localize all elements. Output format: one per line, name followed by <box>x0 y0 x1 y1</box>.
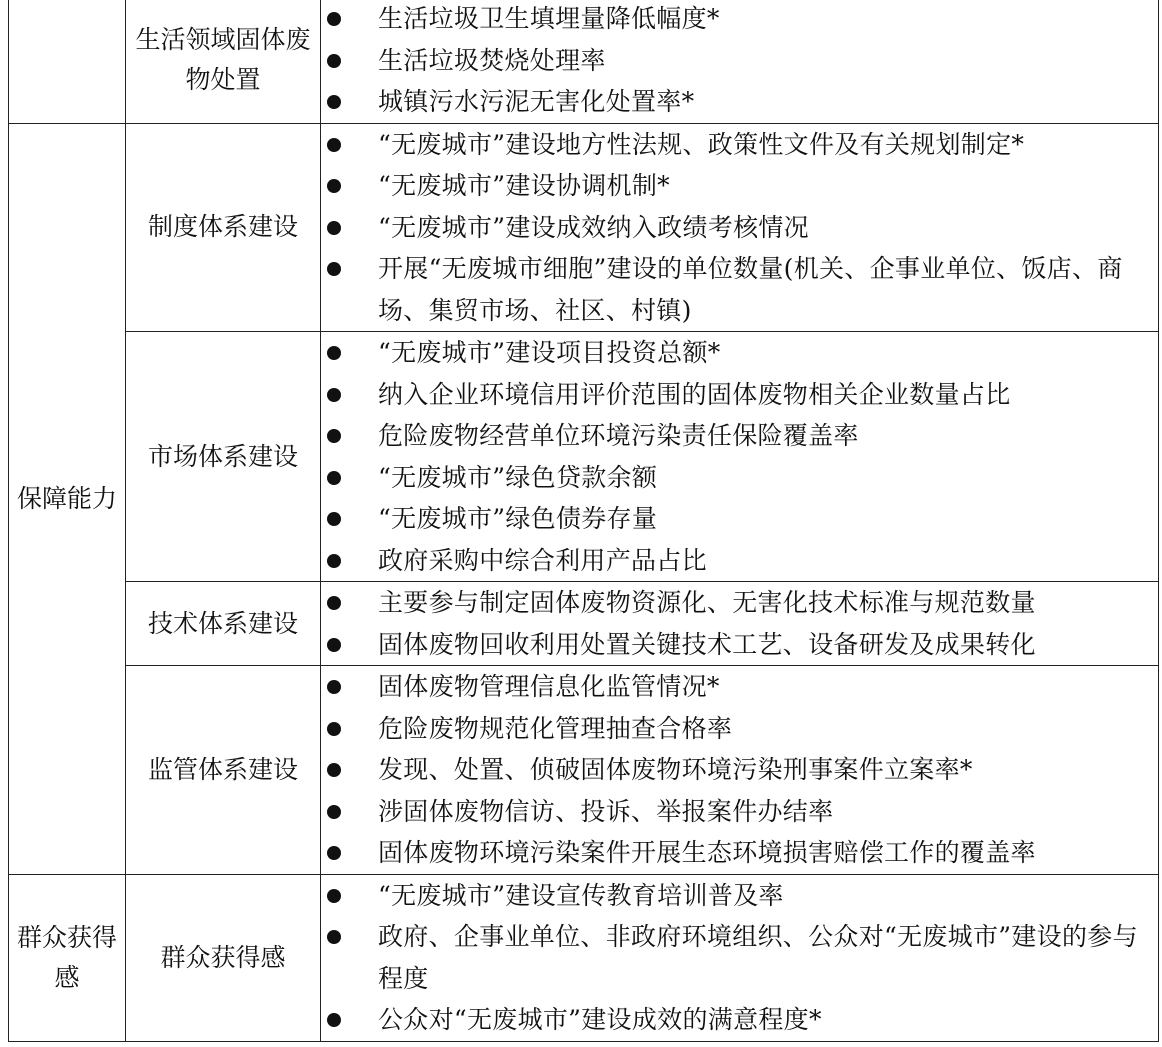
indicator-text: 危险废物规范化管理抽查合格率 <box>378 713 733 743</box>
table-row <box>9 582 1159 666</box>
indicator-text: “无废城市”建设成效纳入政绩考核情况 <box>378 212 809 242</box>
list-item <box>321 666 1158 708</box>
bullet-icon <box>327 138 341 152</box>
indicator-text: 固体废物管理信息化监管情况* <box>378 672 720 701</box>
indicator-text: 生活垃圾卫生填埋量降低幅度* <box>378 4 720 33</box>
list-item <box>321 832 1158 874</box>
subcategory-label: 群众获得感 <box>160 942 286 972</box>
list-item <box>321 749 1158 791</box>
list-item <box>321 374 1158 416</box>
indicator-table <box>8 0 1159 1042</box>
bullet-icon <box>327 680 341 694</box>
bullet-icon <box>327 429 341 443</box>
list-item <box>321 248 1158 331</box>
indicator-list <box>321 124 1158 332</box>
bullet-icon <box>327 95 341 109</box>
items-cell <box>321 123 1159 332</box>
indicator-text: 主要参与制定固体废物资源化、无害化技术标准与规范数量 <box>378 588 1036 617</box>
list-item <box>321 791 1158 833</box>
indicator-text: 城镇污水污泥无害化处置率* <box>378 87 695 116</box>
indicator-list <box>321 666 1158 874</box>
indicator-text: 开展“无废城市细胞”建设的单位数量(机关、企事业单位、饭店、商场、集贸市场、社区、村镇) <box>378 254 1123 325</box>
subcategory-cell <box>126 332 321 582</box>
indicator-text: 政府、企事业单位、非政府环境组织、公众对“无废城市”建设的参与程度 <box>378 922 1138 993</box>
subcategory-cell <box>126 582 321 666</box>
list-item <box>321 457 1158 499</box>
bullet-icon <box>327 889 341 903</box>
list-item <box>321 332 1158 374</box>
indicator-text: 公众对“无废城市”建设成效的满意程度* <box>378 1005 822 1034</box>
list-item <box>321 875 1158 917</box>
table-row <box>9 874 1159 1041</box>
bullet-icon <box>327 262 341 276</box>
indicator-text: 生活垃圾焚烧处理率 <box>378 45 606 75</box>
list-item <box>321 498 1158 540</box>
subcategory-label: 生活领域固体废物处置 <box>135 25 311 95</box>
list-item <box>321 207 1158 249</box>
list-item <box>321 124 1158 166</box>
list-item <box>321 81 1158 123</box>
indicator-text: 涉固体废物信访、投诉、举报案件办结率 <box>378 796 834 826</box>
items-cell <box>321 666 1159 875</box>
bullet-icon <box>327 346 341 360</box>
table-row <box>9 666 1159 875</box>
category-cell <box>9 123 126 874</box>
indicator-text: “无废城市”建设地方性法规、政策性文件及有关规划制定* <box>378 129 1025 159</box>
bullet-icon <box>327 596 341 610</box>
indicator-text: 固体废物环境污染案件开展生态环境损害赔偿工作的覆盖率 <box>378 838 1036 867</box>
indicator-text: 政府采购中综合利用产品占比 <box>378 545 707 575</box>
indicator-list <box>321 0 1158 123</box>
list-item <box>321 415 1158 457</box>
bullet-icon <box>327 12 341 26</box>
bullet-icon <box>327 930 341 944</box>
bullet-icon <box>327 554 341 568</box>
subcategory-label: 市场体系建设 <box>147 441 298 471</box>
indicator-text: 发现、处置、侦破固体废物环境污染刑事案件立案率* <box>378 755 973 784</box>
bullet-icon <box>327 471 341 485</box>
indicator-text: 危险废物经营单位环境污染责任保险覆盖率 <box>378 421 859 450</box>
bullet-icon <box>327 512 341 526</box>
bullet-icon <box>327 179 341 193</box>
category-label: 保障能力 <box>16 483 117 513</box>
indicator-text: “无废城市”建设宣传教育培训普及率 <box>378 880 784 910</box>
subcategory-cell <box>126 123 321 332</box>
list-item <box>321 999 1158 1041</box>
indicator-list <box>321 875 1158 1041</box>
subcategory-label: 制度体系建设 <box>147 212 298 242</box>
list-item <box>321 582 1158 624</box>
items-cell <box>321 332 1159 582</box>
indicator-text: 固体废物回收利用处置关键技术工艺、设备研发及成果转化 <box>378 629 1036 659</box>
bullet-icon <box>327 722 341 736</box>
indicator-text: “无废城市”建设协调机制* <box>378 171 670 200</box>
bullet-icon <box>327 1013 341 1027</box>
subcategory-cell <box>126 666 321 875</box>
items-cell <box>321 0 1159 123</box>
subcategory-cell <box>126 0 321 123</box>
bullet-icon <box>327 221 341 235</box>
indicator-text: “无废城市”绿色债券存量 <box>378 504 658 533</box>
bullet-icon <box>327 763 341 777</box>
table-row <box>9 123 1159 332</box>
subcategory-cell <box>126 874 321 1041</box>
category-cell-empty <box>9 0 126 123</box>
category-label: 群众获得感 <box>16 922 117 992</box>
category-cell <box>9 874 126 1041</box>
list-item <box>321 40 1158 82</box>
list-item <box>321 916 1158 999</box>
items-cell <box>321 582 1159 666</box>
subcategory-label: 技术体系建设 <box>147 608 298 638</box>
list-item <box>321 0 1158 40</box>
indicator-list <box>321 332 1158 581</box>
list-item <box>321 540 1158 582</box>
bullet-icon <box>327 805 341 819</box>
table-row <box>9 0 1159 123</box>
indicator-text: 纳入企业环境信用评价范围的固体废物相关企业数量占比 <box>378 379 1011 409</box>
bullet-icon <box>327 846 341 860</box>
items-cell <box>321 874 1159 1041</box>
table-row <box>9 332 1159 582</box>
indicator-list <box>321 582 1158 665</box>
list-item <box>321 708 1158 750</box>
subcategory-label: 监管体系建设 <box>147 754 298 784</box>
list-item <box>321 165 1158 207</box>
bullet-icon <box>327 54 341 68</box>
list-item <box>321 624 1158 666</box>
bullet-icon <box>327 638 341 652</box>
indicator-text: “无废城市”绿色贷款余额 <box>378 462 658 492</box>
bullet-icon <box>327 388 341 402</box>
indicator-text: “无废城市”建设项目投资总额* <box>378 338 721 367</box>
